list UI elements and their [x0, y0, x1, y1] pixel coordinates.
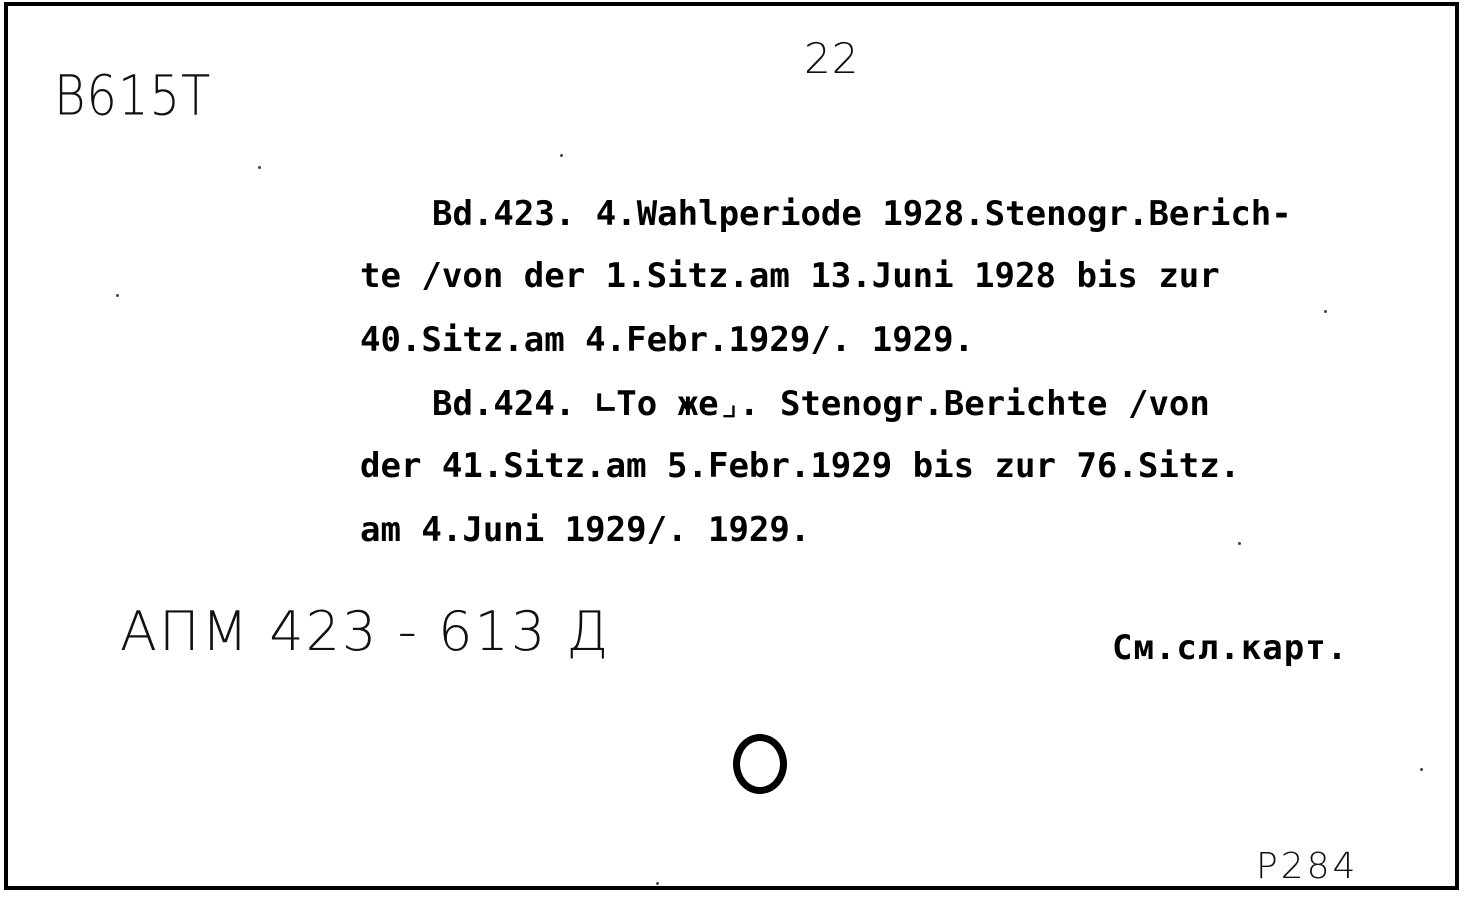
see-next-card-note: См.сл.карт.: [1112, 628, 1349, 668]
card-sequence-number: 22: [804, 34, 860, 83]
speckle: [1420, 768, 1423, 771]
entry-line: der 41.Sitz.am 5.Febr.1929 bis zur 76.Sitz.: [360, 446, 1241, 486]
catalog-card: [4, 2, 1459, 890]
page-reference: P284: [1256, 846, 1359, 887]
entry-line: am 4.Juni 1929/. 1929.: [360, 510, 811, 550]
speckle: [258, 166, 261, 169]
entry-line: 40.Sitz.am 4.Febr.1929/. 1929.: [360, 320, 975, 360]
entry-line: Bd.423. 4.Wahlperiode 1928.Stenogr.Berich-: [432, 194, 1292, 234]
speckle: [1324, 310, 1327, 313]
speckle: [560, 154, 563, 157]
speckle: [116, 294, 119, 297]
entry-line: Bd.424. ∟То же⌟. Stenogr.Berichte /von: [432, 384, 1210, 424]
punch-hole-icon: [733, 734, 787, 794]
speckle: [1238, 542, 1241, 545]
speckle: [656, 882, 659, 885]
entry-line: te /von der 1.Sitz.am 13.Juni 1928 bis zur: [360, 256, 1220, 296]
shelf-mark: АПМ 423 - 613 Д: [120, 600, 611, 663]
call-number: B615T: [54, 63, 212, 129]
